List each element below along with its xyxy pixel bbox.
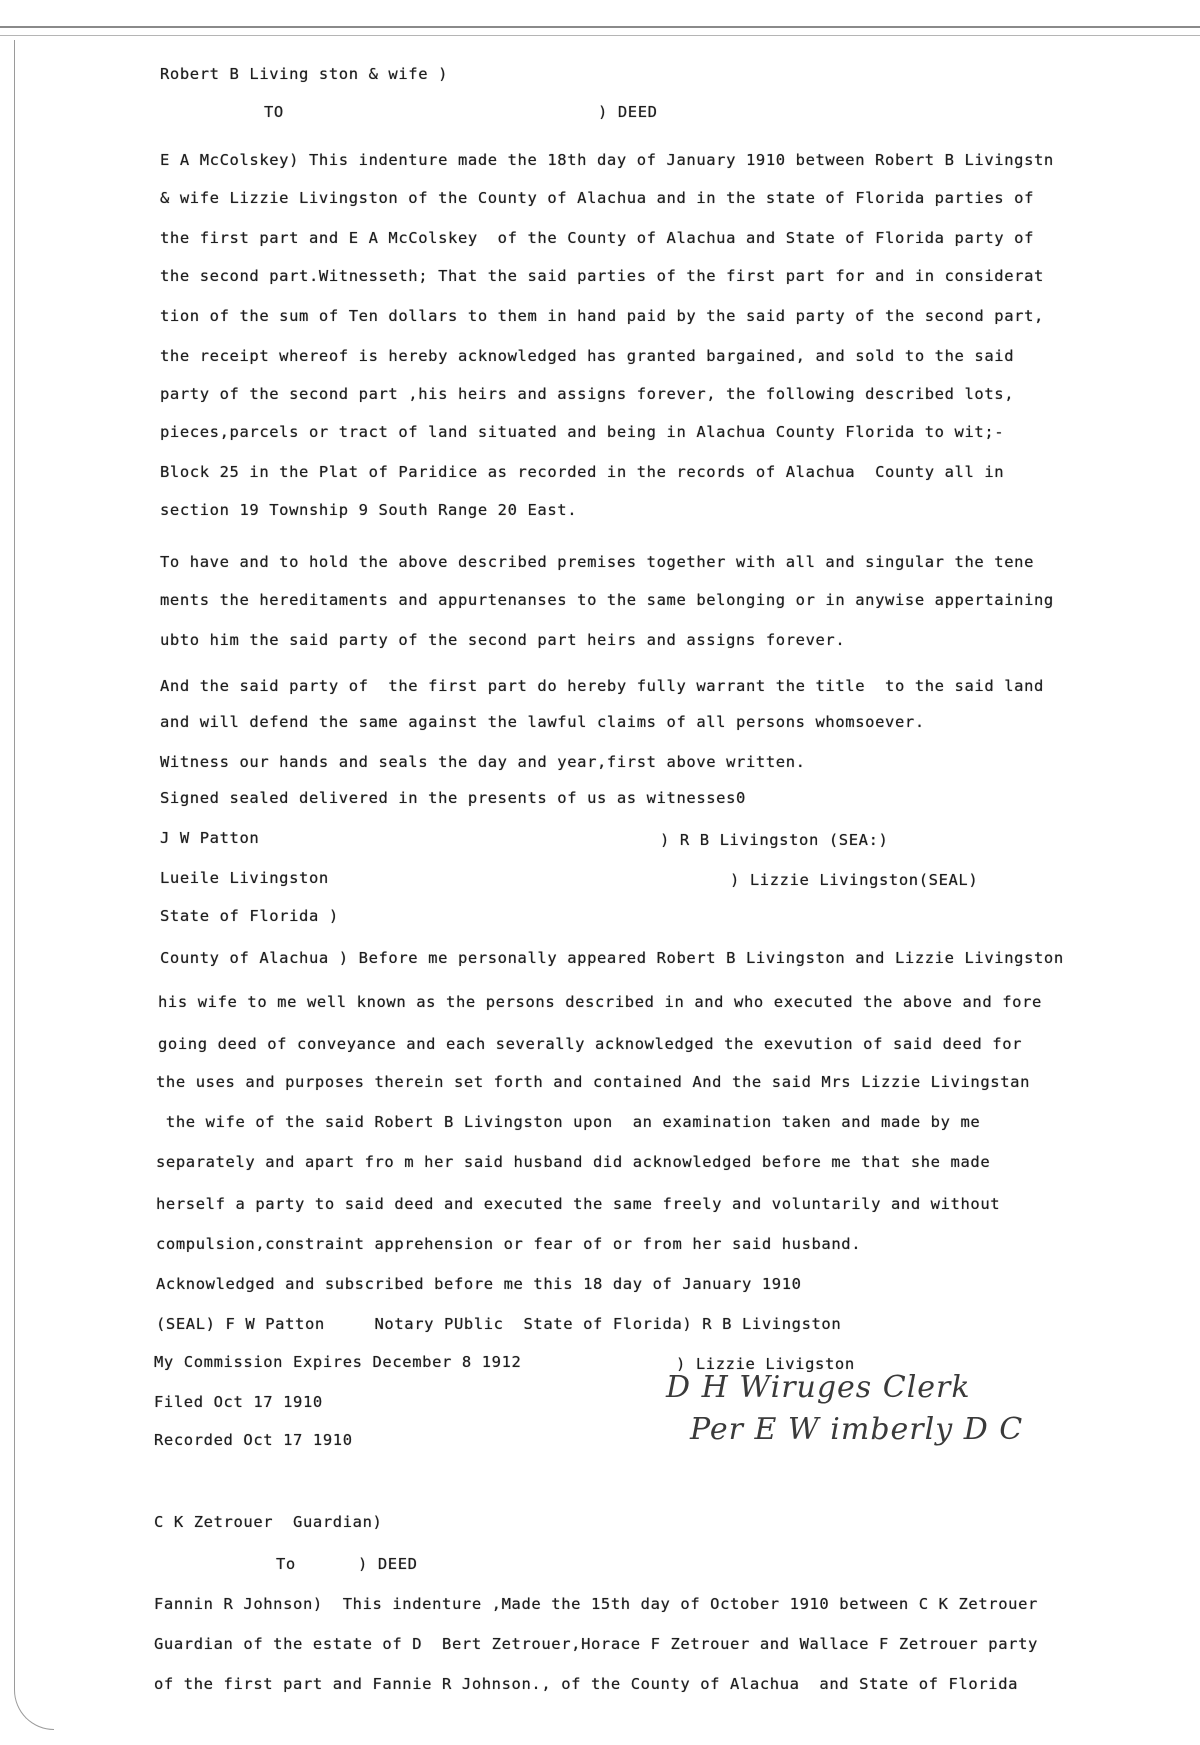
ack-line: the wife of the said Robert B Livingston upon an examination taken and made by me [156,1113,981,1131]
deed1-habendum-line: and will defend the same against the lawful claims of all persons whomsoever. [160,713,925,731]
page-left-edge [14,40,54,1730]
ack-line: compulsion,constraint apprehension or fear of or from her said husband. [156,1235,862,1253]
deed2-body-line: of the first part and Fannie R Johnson., of the County of Alachua and State of Florida [154,1675,1019,1693]
ack-line: County of Alachua ) Before me personally appeared Robert B Livingston and Lizzie Livingston [160,949,1064,967]
deed1-habendum-line: Signed sealed delivered in the presents of us as witnesses0 [160,789,746,807]
deed1-caption-deed: ) DEED [598,103,658,121]
page-top-edge [0,26,1200,36]
deed1-body-line: E A McColskey) This indenture made the 18th day of January 1910 between Robert B Livingstn [160,151,1054,169]
deed2-body-line: Guardian of the estate of D Bert Zetrouer,Horace F Zetrouer and Wallace F Zetrouer party [154,1635,1038,1653]
grantor-signature: ) Lizzie Livingston(SEAL) [730,871,979,889]
deed2-caption-deed: ) DEED [358,1555,418,1573]
deed1-body-line: Block 25 in the Plat of Paridice as recorded in the records of Alachua County all in [160,463,1005,481]
deed1-habendum-line: ments the hereditaments and appurtenanses to the same belonging or in anywise appertaining [160,591,1054,609]
deed1-body-line: tion of the sum of Ten dollars to them in hand paid by the said party of the second part, [160,307,1044,325]
witness-name: J W Patton [160,829,260,847]
deed2-caption-to: To [276,1555,296,1573]
ack-line: (SEAL) F W Patton Notary PUblic State of Florida) R B Livingston [156,1315,842,1333]
ack-line: separately and apart fro m her said husband did acknowledged before me that she made [156,1153,991,1171]
deed1-habendum-line: Witness our hands and seals the day and year,first above written. [160,753,806,771]
recorded-date: Recorded Oct 17 1910 [154,1431,353,1449]
deed1-body-line: pieces,parcels or tract of land situated and being in Alachua County Florida to wit;- [160,423,1005,441]
ack-line: Acknowledged and subscribed before me this 18 day of January 1910 [156,1275,802,1293]
deputy-clerk-signature: Per E W imberly D C [690,1412,1024,1447]
deed1-habendum-line: ubto him the said party of the second part heirs and assigns forever. [160,631,846,649]
deed1-body-line: party of the second part ,his heirs and assigns forever, the following described lots, [160,385,1015,403]
commission-expiry: My Commission Expires December 8 1912 [154,1353,522,1371]
deed1-caption-parties: Robert B Living ston & wife ) [160,65,449,83]
grantor-signature: ) R B Livingston (SEA:) [660,831,889,849]
ack-line: State of Florida ) [160,907,339,925]
deed1-habendum-line: And the said party of the first part do hereby fully warrant the title to the said land [160,677,1044,695]
ack-line: going deed of conveyance and each severally acknowledged the exevution of said deed for [158,1035,1023,1053]
clerk-signature: D H Wiruges Clerk [666,1370,971,1405]
ack-line: his wife to me well known as the persons described in and who executed the above and fore [158,993,1042,1011]
ack-line: the uses and purposes therein set forth and contained And the said Mrs Lizzie Livingstan [156,1073,1030,1091]
deed2-caption-parties: C K Zetrouer Guardian) [154,1513,383,1531]
deed1-habendum-line: To have and to hold the above described premises together with all and singular the tene [160,553,1034,571]
filed-date: Filed Oct 17 1910 [154,1393,323,1411]
deed1-body-line: the first part and E A McColskey of the County of Alachua and State of Florida party of [160,229,1034,247]
deed1-body-line: & wife Lizzie Livingston of the County of Alachua and in the state of Florida parties of [160,189,1034,207]
second-signer: ) Lizzie Livigston [676,1355,855,1373]
deed1-body-line: section 19 Township 9 South Range 20 East. [160,501,578,519]
ack-line: herself a party to said deed and executed the same freely and voluntarily and without [156,1195,1001,1213]
witness-name: Lueile Livingston [160,869,329,887]
deed1-body-line: the receipt whereof is hereby acknowledged has granted bargained, and sold to the said [160,347,1015,365]
deed2-body-line: Fannin R Johnson) This indenture ,Made the 15th day of October 1910 between C K Zetrouer [154,1595,1038,1613]
deed1-caption-to: TO [264,103,284,121]
deed1-body-line: the second part.Witnesseth; That the said parties of the first part for and in considerat [160,267,1044,285]
